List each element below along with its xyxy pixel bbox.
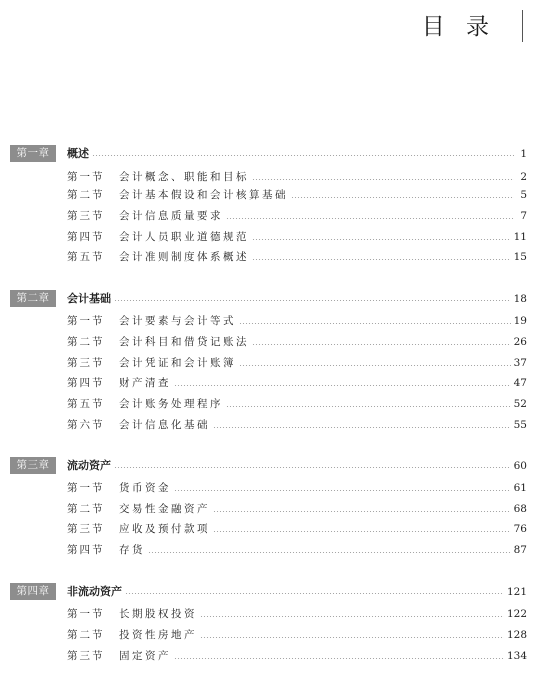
- dot-leader: [239, 323, 511, 324]
- chapter-3: [0, 457, 540, 479]
- section-title: 会计信息化基础: [119, 419, 210, 431]
- section-title: 会计要素与会计等式: [119, 315, 236, 327]
- chapter-title: 流动资产: [67, 459, 111, 472]
- chapter-title: 概述: [67, 147, 89, 160]
- section-number: 第六节: [67, 419, 105, 431]
- page-number: 68: [513, 503, 527, 515]
- toc-section-entry[interactable]: [67, 521, 527, 538]
- section-title: 会计账务处理程序: [119, 398, 223, 410]
- toc-section-entry[interactable]: [67, 396, 527, 413]
- section-title: 财产清查: [119, 377, 171, 389]
- toc-section-entry[interactable]: [67, 375, 527, 392]
- chapter-2: [0, 290, 540, 312]
- dot-leader: [226, 218, 514, 219]
- chapter-badge: 第一章: [10, 145, 56, 162]
- dot-leader: [239, 365, 511, 366]
- dot-leader: [291, 197, 514, 198]
- toc-section-entry[interactable]: [67, 606, 527, 623]
- dot-leader: [125, 593, 504, 594]
- page-title: 目 录: [421, 14, 496, 40]
- dot-leader: [174, 385, 511, 386]
- page-number: 128: [506, 629, 527, 641]
- dot-leader: [92, 155, 514, 156]
- toc-section-entry[interactable]: [67, 229, 527, 246]
- dot-leader: [213, 531, 511, 532]
- page-number: 37: [513, 357, 527, 369]
- section-number: 第三节: [67, 357, 105, 369]
- section-number: 第二节: [67, 503, 105, 515]
- section-number: 第三节: [67, 210, 105, 222]
- chapter-title: 会计基础: [67, 292, 111, 305]
- dot-leader: [252, 239, 511, 240]
- section-number: 第四节: [67, 544, 105, 556]
- toc-section-entry[interactable]: [67, 627, 527, 644]
- toc-section-entry[interactable]: [67, 249, 527, 266]
- chapter-badge: 第二章: [10, 290, 56, 307]
- dot-leader: [252, 344, 511, 345]
- toc-section-entry[interactable]: [67, 334, 527, 351]
- page-number: 47: [513, 377, 527, 389]
- title-divider: [522, 10, 523, 42]
- toc-section-entry[interactable]: [67, 355, 527, 372]
- section-title: 会计基本假设和会计核算基础: [119, 189, 288, 201]
- section-number: 第五节: [67, 398, 105, 410]
- section-number: 第二节: [67, 336, 105, 348]
- dot-leader: [252, 179, 514, 180]
- section-title: 会计凭证和会计账簿: [119, 357, 236, 369]
- chapter-entry[interactable]: [67, 457, 527, 474]
- chapter-entry[interactable]: [67, 290, 527, 307]
- section-number: 第三节: [67, 650, 105, 662]
- chapter-4: [0, 583, 540, 605]
- toc-section-entry[interactable]: [67, 542, 527, 559]
- section-title: 交易性金融资产: [119, 503, 210, 515]
- page-number: 26: [513, 336, 527, 348]
- section-number: 第二节: [67, 189, 105, 201]
- dot-leader: [174, 490, 511, 491]
- toc-section-entry[interactable]: [67, 648, 527, 665]
- section-title: 应收及预付款项: [119, 523, 210, 535]
- toc-section-entry[interactable]: [67, 480, 527, 497]
- section-title: 会计人员职业道德规范: [119, 231, 249, 243]
- page-number: 61: [513, 482, 527, 494]
- section-title: 会计准则制度体系概述: [119, 251, 249, 263]
- dot-leader: [174, 658, 504, 659]
- section-title: 会计科目和借贷记账法: [119, 336, 249, 348]
- page-number: 122: [506, 608, 527, 620]
- dot-leader: [200, 637, 504, 638]
- toc-section-entry[interactable]: [67, 313, 527, 330]
- page-number: 2: [520, 171, 527, 183]
- dot-leader: [213, 427, 511, 428]
- section-number: 第二节: [67, 629, 105, 641]
- page-number: 76: [513, 523, 527, 535]
- toc-section-entry[interactable]: [67, 501, 527, 518]
- section-title: 固定资产: [119, 650, 171, 662]
- dot-leader: [252, 259, 511, 260]
- dot-leader: [114, 300, 511, 301]
- section-title: 货币资金: [119, 482, 171, 494]
- page-number: 121: [506, 586, 527, 598]
- section-number: 第四节: [67, 377, 105, 389]
- toc-section-entry[interactable]: [67, 169, 527, 186]
- chapter-badge: 第三章: [10, 457, 56, 474]
- page-number: 7: [520, 210, 527, 222]
- section-title: 会计概念、职能和目标: [119, 171, 249, 183]
- page-number: 19: [513, 315, 527, 327]
- chapter-title: 非流动资产: [67, 585, 122, 598]
- dot-leader: [213, 511, 511, 512]
- section-number: 第五节: [67, 251, 105, 263]
- page-number: 60: [513, 460, 527, 472]
- toc-section-entry[interactable]: [67, 417, 527, 434]
- toc-section-entry[interactable]: [67, 187, 527, 204]
- section-number: 第一节: [67, 171, 105, 183]
- section-number: 第三节: [67, 523, 105, 535]
- chapter-1: [0, 145, 540, 167]
- section-title: 会计信息质量要求: [119, 210, 223, 222]
- page-number: 52: [513, 398, 527, 410]
- page-number: 11: [513, 231, 527, 243]
- dot-leader: [226, 406, 511, 407]
- section-number: 第一节: [67, 608, 105, 620]
- chapter-entry[interactable]: [67, 583, 527, 600]
- page-number: 18: [513, 293, 527, 305]
- section-number: 第四节: [67, 231, 105, 243]
- dot-leader: [148, 552, 511, 553]
- toc-section-entry[interactable]: [67, 208, 527, 225]
- dot-leader: [114, 467, 511, 468]
- page-number: 1: [520, 148, 527, 160]
- page-number: 134: [506, 650, 527, 662]
- chapter-badge: 第四章: [10, 583, 56, 600]
- page-number: 87: [513, 544, 527, 556]
- page-number: 55: [513, 419, 527, 431]
- dot-leader: [200, 616, 504, 617]
- section-title: 长期股权投资: [119, 608, 197, 620]
- chapter-entry[interactable]: [67, 145, 527, 162]
- page-number: 5: [520, 189, 527, 201]
- section-number: 第一节: [67, 315, 105, 327]
- page-number: 15: [513, 251, 527, 263]
- section-title: 存货: [119, 544, 145, 556]
- section-title: 投资性房地产: [119, 629, 197, 641]
- section-number: 第一节: [67, 482, 105, 494]
